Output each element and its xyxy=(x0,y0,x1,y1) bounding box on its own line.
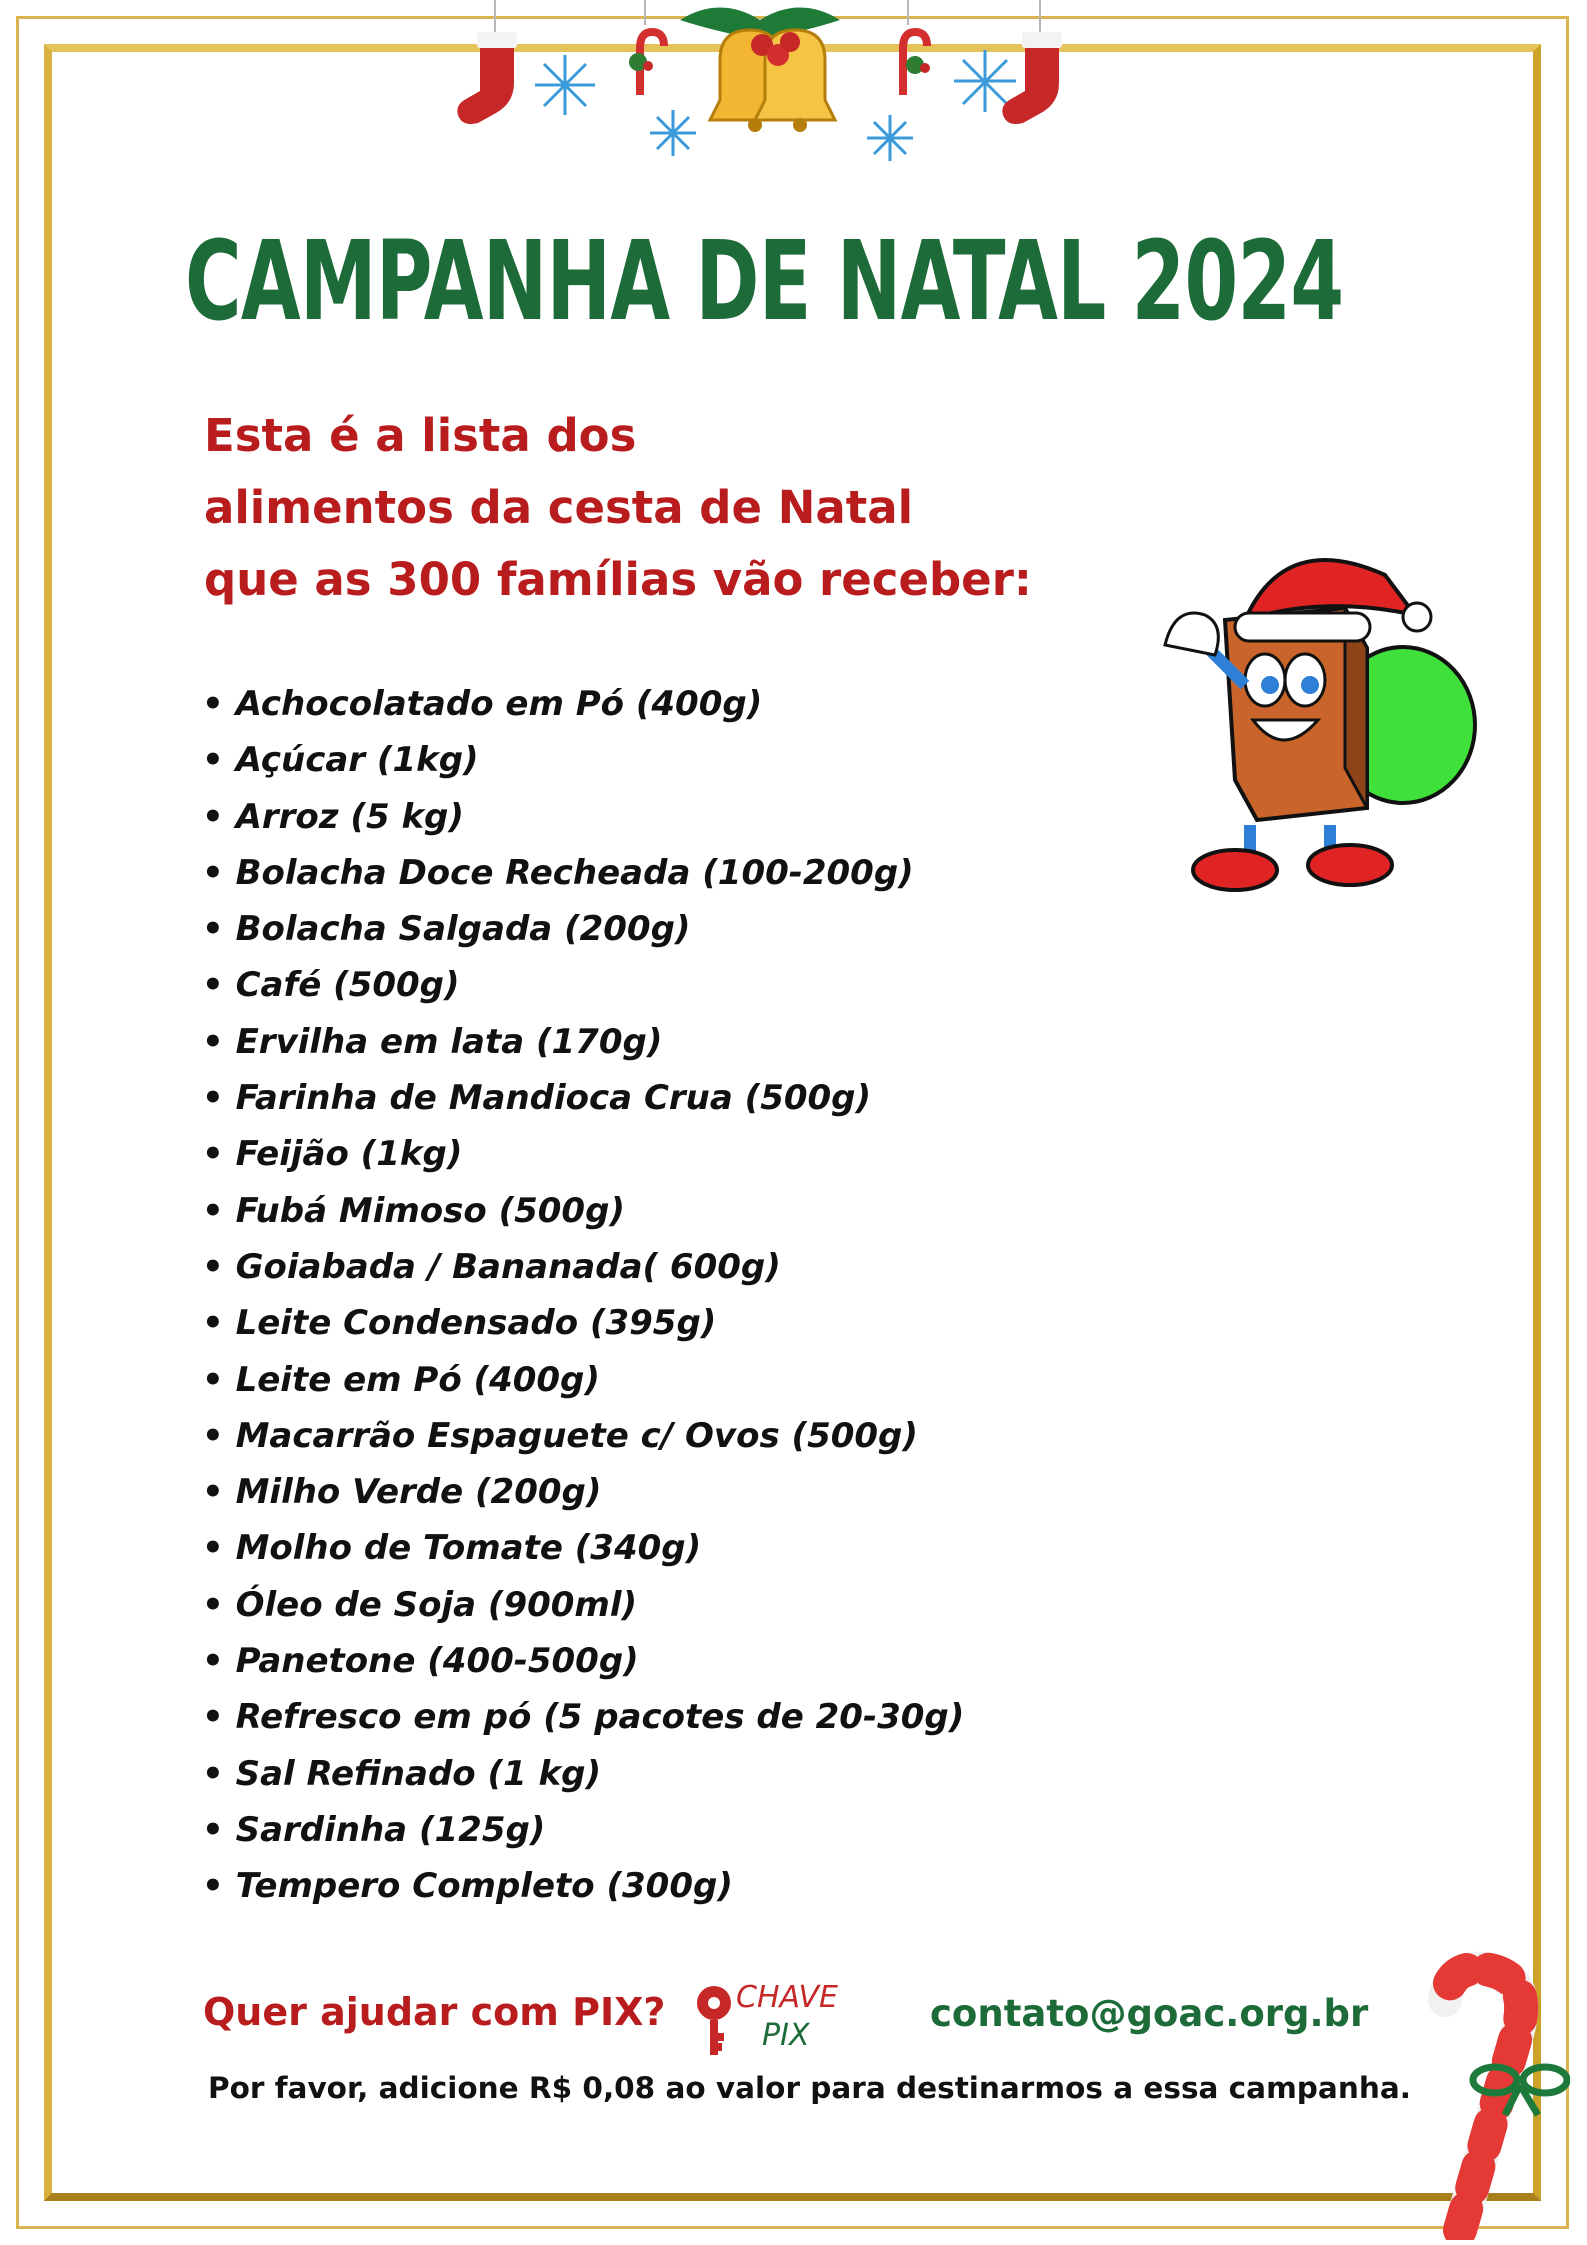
list-item: • Ervilha em lata (170g) xyxy=(202,1014,964,1070)
chave-pix-logo xyxy=(692,1965,862,2060)
list-item: • Açúcar (1kg) xyxy=(202,732,964,788)
pix-label: Quer ajudar com PIX? xyxy=(203,1990,666,2034)
candy-cane-icon xyxy=(629,0,664,95)
list-item: • Tempero Completo (300g) xyxy=(202,1858,964,1914)
mascot-illustration xyxy=(1135,525,1485,895)
list-item: • Molho de Tomate (340g) xyxy=(202,1520,964,1576)
list-item: • Goiabada / Bananada( 600g) xyxy=(202,1239,964,1295)
snowflake-icon xyxy=(867,115,913,161)
donation-note: Por favor, adicione R$ 0,08 ao valor para destinarmos a essa campanha. xyxy=(208,2071,1411,2105)
christmas-stocking-icon xyxy=(457,0,517,124)
list-item: • Feijão (1kg) xyxy=(202,1126,964,1182)
list-item: • Óleo de Soja (900ml) xyxy=(202,1577,964,1633)
list-item: • Refresco em pó (5 pacotes de 20-30g) xyxy=(202,1689,964,1745)
food-list xyxy=(202,676,964,1915)
contact-email[interactable]: contato@goac.org.br xyxy=(930,1992,1369,2035)
list-item: • Bolacha Salgada (200g) xyxy=(202,901,964,957)
list-item: • Farinha de Mandioca Crua (500g) xyxy=(202,1070,964,1126)
christmas-decorations-top xyxy=(440,0,1100,170)
list-item: • Panetone (400-500g) xyxy=(202,1633,964,1689)
snowflake-icon xyxy=(535,55,595,115)
intro-text xyxy=(204,400,1032,616)
list-item: • Arroz (5 kg) xyxy=(202,789,964,845)
list-item: • Café (500g) xyxy=(202,957,964,1013)
pix-logo-text: PIX xyxy=(762,2018,810,2053)
candy-cane-icon xyxy=(1420,1950,1570,2240)
list-item: • Macarrão Espaguete c/ Ovos (500g) xyxy=(202,1408,964,1464)
snowflake-icon xyxy=(650,110,696,156)
intro-line: alimentos da cesta de Natal xyxy=(204,481,914,534)
list-item: • Sal Refinado (1 kg) xyxy=(202,1746,964,1802)
intro-line: Esta é a lista dos xyxy=(204,409,637,462)
list-item: • Milho Verde (200g) xyxy=(202,1464,964,1520)
list-item: • Leite em Pó (400g) xyxy=(202,1352,964,1408)
list-item: • Sardinha (125g) xyxy=(202,1802,964,1858)
bells-icon xyxy=(680,8,840,133)
list-item: • Leite Condensado (395g) xyxy=(202,1295,964,1351)
christmas-stocking-icon xyxy=(1002,0,1062,124)
list-item: • Bolacha Doce Recheada (100-200g) xyxy=(202,845,964,901)
key-icon xyxy=(697,1986,731,2055)
pix-logo-text: CHAVE xyxy=(736,1980,839,2015)
candy-cane-icon xyxy=(903,0,930,95)
list-item: • Fubá Mimoso (500g) xyxy=(202,1183,964,1239)
page-title: CAMPANHA DE NATAL 2024 xyxy=(185,217,1344,345)
intro-line: que as 300 famílias vão receber: xyxy=(204,553,1032,606)
list-item: • Achocolatado em Pó (400g) xyxy=(202,676,964,732)
